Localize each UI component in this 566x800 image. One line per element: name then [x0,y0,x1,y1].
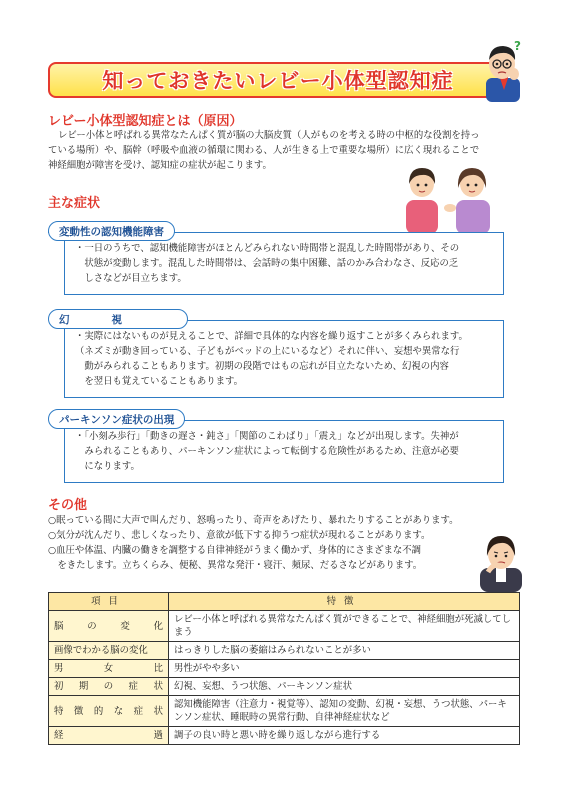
table-cell-item-char: 変 [120,620,130,632]
other-heading: その他 [48,498,88,513]
table-cell-item [49,660,169,678]
worried-woman-illustration [470,528,532,592]
intro-heading: レビー小体型認知症とは（原因） [48,114,243,129]
table-cell-item-char: 比 [153,663,163,674]
table-cell-item [49,678,169,696]
symptom-label-hallucination: 幻 視 [48,309,188,329]
table-cell-item-text [54,680,163,693]
symptom-line: ・「小刻み歩行」「動きの遅さ・鈍さ」「関節のこわばり」「震え」などが出現します。失神が [75,431,459,442]
table-cell-feature: はっきりした脳の萎縮はみられないことが多い [169,642,520,660]
table-row [49,678,520,696]
symptom-label-fluctuation: 変動性の認知機能障害 [48,221,175,241]
table-header-item: 項目 [49,593,169,611]
table-cell-item-char: の [87,620,97,632]
table-cell-item [49,727,169,745]
table-cell-item-char: の [103,681,114,692]
table-cell-item-char: 女 [103,663,114,674]
table-cell-feature: 調子の良い時と悪い時を繰り返しながら進行する [169,727,520,745]
table-cell-item-char: 症 [128,681,139,692]
table-cell-item-char: 特 [54,705,64,717]
table-cell-item-char: 期 [78,681,89,692]
svg-text:?: ? [514,39,521,53]
table-cell-item-char: 徴 [73,705,84,717]
intro-line: ている場所）や、脳幹（呼吸や血液の循環に関わる、人が生きる上で重要な場所）に広く現れることで [48,145,480,156]
table-cell-item-char: 症 [133,705,144,717]
symptom-line: しさなどが目立ちます。 [75,273,187,284]
page-title: 知っておきたいレビー小体型認知症 [102,69,454,93]
thinking-man-illustration [478,38,530,102]
table-cell-item-char: な [113,705,124,717]
table-cell-item-char: 過 [153,730,163,741]
table-cell-item-char: 男 [54,663,64,674]
symptom-box-hallucination [64,320,504,398]
title-banner [48,62,508,98]
table-cell-feature: 認知機能障害（注意力・視覚等）、認知の変動、幻視・妄想、うつ状態、パーキンソン症状、睡眠時の異常行動、自律神経症状など [169,696,520,727]
symptom-line: みられることもあり、パーキンソン症状によって転倒する危険性があるため、注意が必要 [75,446,459,457]
symptom-line: になります。 [75,461,140,472]
table-cell-feature: 男性がやや多い [169,660,520,678]
symptom-label-parkinson: パーキンソン症状の出現 [48,409,185,429]
table-row [49,611,520,642]
table-cell-feature: 幻視、妄想、うつ状態、パーキンソン症状 [169,678,520,696]
table-cell-item-char: 経 [54,730,64,741]
table-cell-item-char: 的 [93,705,104,717]
table-cell-item-text [54,729,163,742]
symptom-line: ・一日のうちで、認知機能障害がほとんどみられない時間帯と混乱した時間帯があり、その [75,243,460,254]
table-cell-item: 画像でわかる脳の変化 [49,642,169,660]
table-cell-feature: レビー小体と呼ばれる異常なたんぱく質ができることで、神経細胞が死滅してしまう [169,611,520,642]
table-cell-item-text [54,705,163,718]
symptoms-heading: 主な症状 [48,196,101,211]
table-cell-item-char: 化 [153,620,163,632]
other-line: ○気分が沈んだり、悲しくなったり、意欲が低下する抑うつ症状が現れることがあります。 [48,530,431,541]
two-women-illustration [400,160,498,234]
table-cell-item [49,696,169,727]
table-row [49,727,520,745]
table-cell-item-char: 状 [153,705,163,717]
table-body [49,611,520,745]
table-cell-item-char: 状 [153,681,163,692]
other-line: ○眠っている間に大声で叫んだり、怒鳴ったり、奇声をあげたり、暴れたりすることがあります。 [48,515,459,526]
other-line: をきたします。立ちくらみ、便秘、異常な発汗・寝汗、頻尿、だるさなどがあります。 [48,560,423,571]
symptom-line: ・実際にはないものが見えることで、詳細で具体的な内容を繰り返すことが多くみられます。 [75,331,468,342]
table-header-feature: 特徴 [169,593,520,611]
symptom-line: を翌日も覚えていることもあります。 [75,376,244,387]
table-row [49,660,520,678]
table-row [49,642,520,660]
table-cell-item-char: 初 [54,681,64,692]
symptom-line: 状態が変動します。混乱した時間帯は、会話時の集中困難、話のかみ合わなさ、反応の乏 [75,258,459,269]
intro-line: レビー小体と呼ばれる異常なたんぱく質が脳の大脳皮質（人がものを考える時の中枢的な役割を持っ [58,130,480,141]
symptom-box-parkinson [64,420,504,483]
symptom-box-fluctuation [64,232,504,295]
table-row [49,696,520,727]
table-header-row [49,593,520,611]
intro-line: 神経細胞が障害を受け、認知症の症状が起こります。 [48,160,272,171]
symptom-line: 動がみられることもあります。初期の段階ではもの忘れが目立たないため、幻視の内容 [75,361,449,372]
symptom-line: （ネズミが動き回っている、子どもがベッドの上にいるなど）それに伴い、妄想や異常な行 [75,346,460,357]
table-cell-item-char: 脳 [54,620,64,632]
other-line: ○血圧や体温、内臓の働きを調整する自律神経がうまく働かず、身体的にさまざまな不調 [48,545,422,556]
table-cell-item [49,611,169,642]
table-cell-item-text [54,662,163,675]
feature-table [48,592,520,745]
table-cell-item-text [54,620,163,633]
